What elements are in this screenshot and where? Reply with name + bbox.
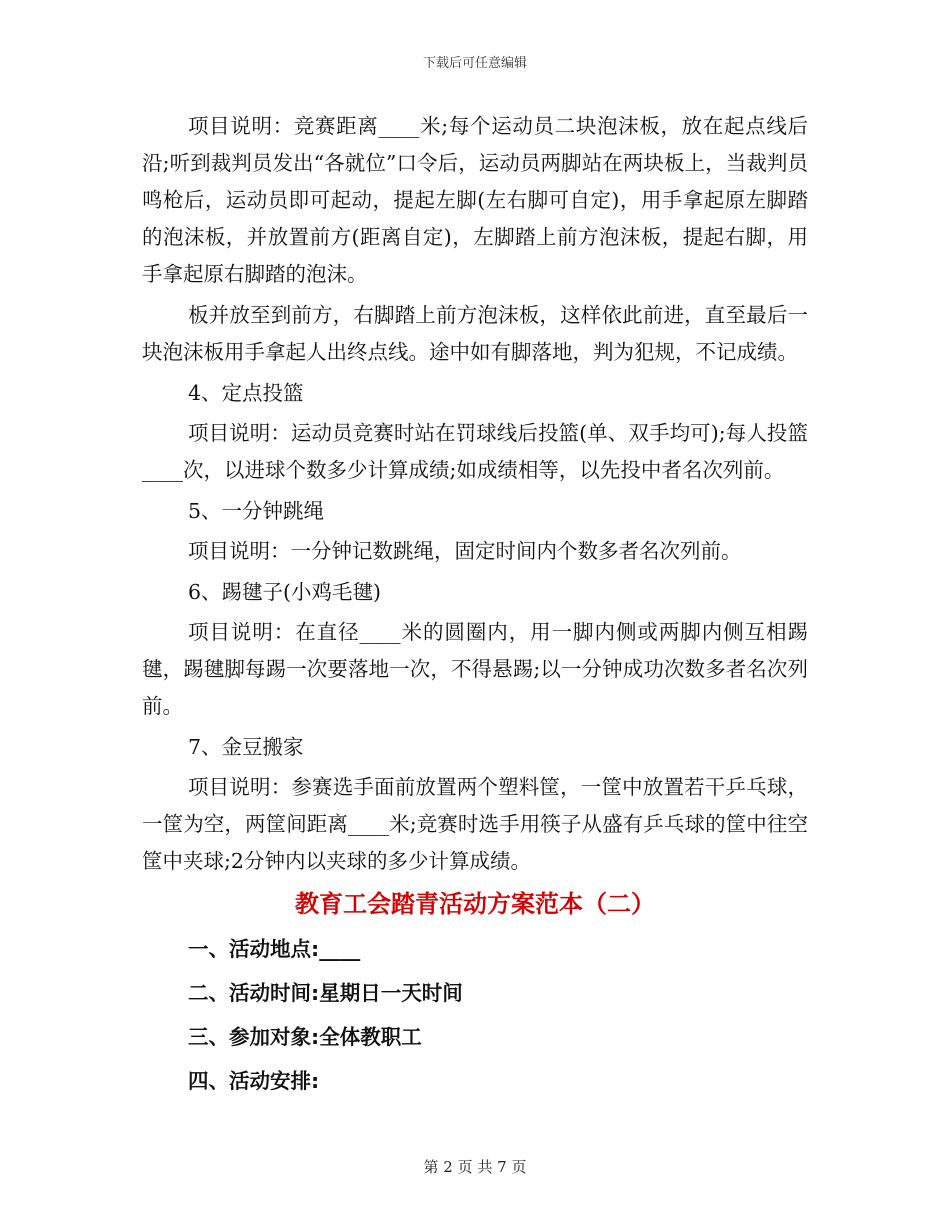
- paragraph: 板并放至到前方，右脚踏上前方泡沫板，这样依此前进，直至最后一块泡沫板用手拿起人出终点线。途中如有脚落地，判为犯规，不记成绩。: [142, 303, 808, 364]
- bold-list-item: 四、活动安排:: [188, 1069, 320, 1093]
- item-title: 6、踢毽子(小鸡毛毽): [188, 580, 382, 604]
- document-body: [142, 108, 808, 1106]
- item-title: 4、定点投篮: [188, 381, 304, 405]
- section-title: 教育工会踏青活动方案范本（二）: [295, 890, 655, 918]
- item-description: 项目说明：参赛选手面前放置两个塑料筐，一筐中放置若干乒乓球，一筐为空，两筐间距离____米;竞赛时选手用筷子从盛有乒乓球的筐中往空筐中夹球;2分钟内以夹球的多少计算成绩。: [142, 775, 808, 873]
- paragraph: 项目说明：竞赛距离____米;每个运动员二块泡沫板，放在起点线后沿;听到裁判员发出“各就位”口令后，运动员两脚站在两块板上，当裁判员鸣枪后，运动员即可起动，提起左脚(左右脚可自定)，用手拿起原左脚踏的泡沫板，并放置前方(距离自定)，左脚踏上前方泡沫板，提起右脚，用手拿起原右脚踏的泡沫。: [142, 114, 808, 286]
- item-description: 项目说明：一分钟记数跳绳，固定时间内个数多者名次列前。: [188, 539, 742, 563]
- item-title: 5、一分钟跳绳: [188, 499, 325, 523]
- page-footer: 第 2 页 共 7 页: [423, 1158, 527, 1176]
- item-description: 项目说明：在直径____米的圆圈内，用一脚内侧或两脚内侧互相踢毽，踢毽脚每踢一次要落地一次，不得悬踢;以一分钟成功次数多者名次列前。: [142, 620, 808, 718]
- item-title: 7、金豆搬家: [188, 735, 304, 759]
- bold-list-item: 三、参加对象:全体教职工: [188, 1025, 422, 1049]
- bold-list-item: 二、活动时间:星期日一天时间: [188, 981, 463, 1005]
- item-description: 项目说明：运动员竞赛时站在罚球线后投篮(单、双手均可);每人投篮____次，以进球个数多少计算成绩;如成绩相等，以先投中者名次列前。: [142, 421, 808, 482]
- page-header: 下载后可任意编辑: [422, 56, 527, 71]
- bold-list-item: 一、活动地点:____: [188, 937, 361, 961]
